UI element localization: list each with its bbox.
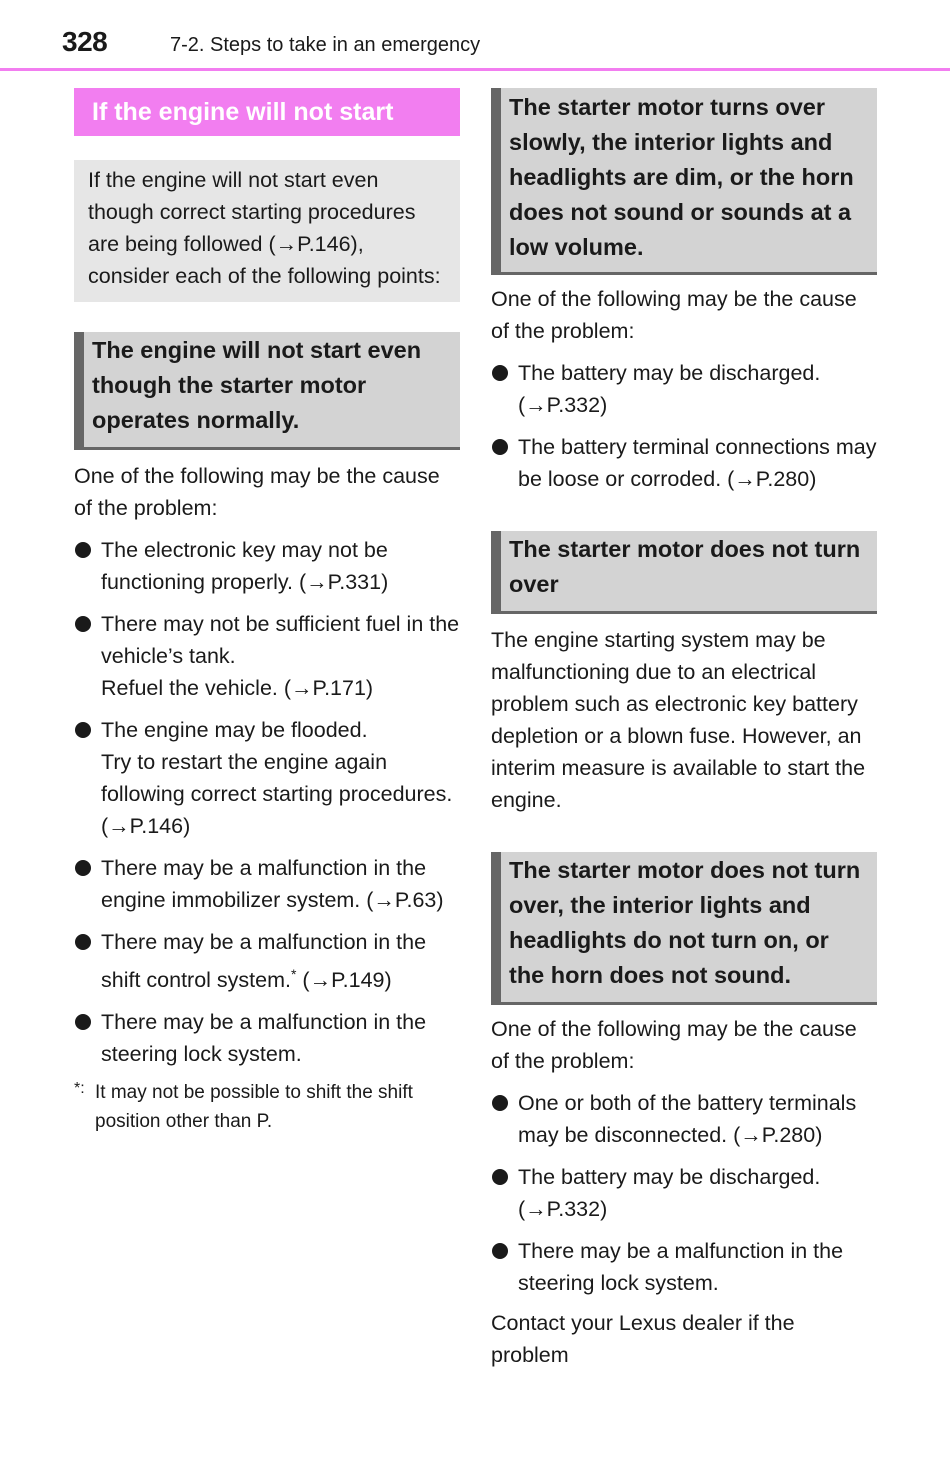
list-item: There may be a malfunction in the engine immobilizer system. (→P.63) (74, 852, 460, 916)
list-item: There may be a malfunction in the steering lock system. (74, 1006, 460, 1070)
bullet-icon (75, 542, 91, 558)
footnote (74, 1078, 460, 1136)
subheading-starter-no-turn: The starter motor does not turn over (491, 531, 877, 614)
cause-list (491, 357, 877, 495)
bullet-icon (75, 722, 91, 738)
bullet-icon (492, 1095, 508, 1111)
bullet-icon (75, 1014, 91, 1030)
list-item: The engine may be flooded. Try to restart the engine again following correct starting procedures. (→P.146) (74, 714, 460, 842)
list-item: The battery terminal connections may be loose or corroded. (→P.280) (491, 431, 877, 495)
bullet-icon (492, 439, 508, 455)
section-title: If the engine will not start (74, 88, 460, 136)
cause-list (74, 534, 460, 1070)
chapter-title: 7-2. Steps to take in an emergency (170, 34, 481, 56)
list-item: There may be a malfunction in the shift control system.* (→P.149) (74, 926, 460, 996)
list-item: The battery may be discharged. (→P.332) (491, 1161, 877, 1225)
closing-text: Contact your Lexus dealer if the problem (491, 1311, 795, 1367)
header-divider (0, 68, 950, 71)
footnote-text: It may not be possible to shift the shift position other than P. (95, 1082, 413, 1133)
footnote-ref: * (290, 966, 297, 982)
page-number: 328 (62, 26, 108, 57)
intro-box: If the engine will not start even though correct starting procedures are being followed (→P.146), consider each of the following points: (74, 160, 460, 302)
list-item: There may be a malfunction in the steering lock system. (491, 1235, 877, 1299)
right-column (491, 88, 877, 1371)
cause-lead: One of the following may be the cause of the problem: (491, 287, 857, 343)
subheading-no-lights: The starter motor does not turn over, the interior lights and headlights do not turn on, or the horn does not sound. (491, 852, 877, 1005)
list-item: The battery may be discharged. (→P.332) (491, 357, 877, 421)
list-item: There may not be sufficient fuel in the vehicle’s tank. Refuel the vehicle. (→P.171) (74, 608, 460, 704)
list-item: One or both of the battery terminals may be disconnected. (→P.280) (491, 1087, 877, 1151)
bullet-icon (492, 1169, 508, 1185)
page-header (0, 0, 950, 72)
bullet-icon (75, 616, 91, 632)
subheading-starter-slow: The starter motor turns over slowly, the interior lights and headlights are dim, or the horn does not sound or sounds at a low volume. (491, 88, 877, 275)
footnote-mark: *: (74, 1080, 85, 1098)
cause-lead: One of the following may be the cause of the problem: (491, 1017, 857, 1073)
bullet-icon (75, 860, 91, 876)
left-column (74, 88, 460, 1136)
bullet-icon (492, 1243, 508, 1259)
list-item: The electronic key may not be functioning properly. (→P.331) (74, 534, 460, 598)
cause-list (491, 1087, 877, 1299)
bullet-icon (75, 934, 91, 950)
starter-explanation: The engine starting system may be malfunctioning due to an electrical problem such as electronic key battery depletion or a blown fuse. However, an interim measure is available to start the engine. (491, 628, 866, 812)
bullet-icon (492, 365, 508, 381)
subheading-starter-normal: The engine will not start even though the starter motor operates normally. (74, 332, 460, 450)
cause-lead: One of the following may be the cause of the problem: (74, 464, 440, 520)
